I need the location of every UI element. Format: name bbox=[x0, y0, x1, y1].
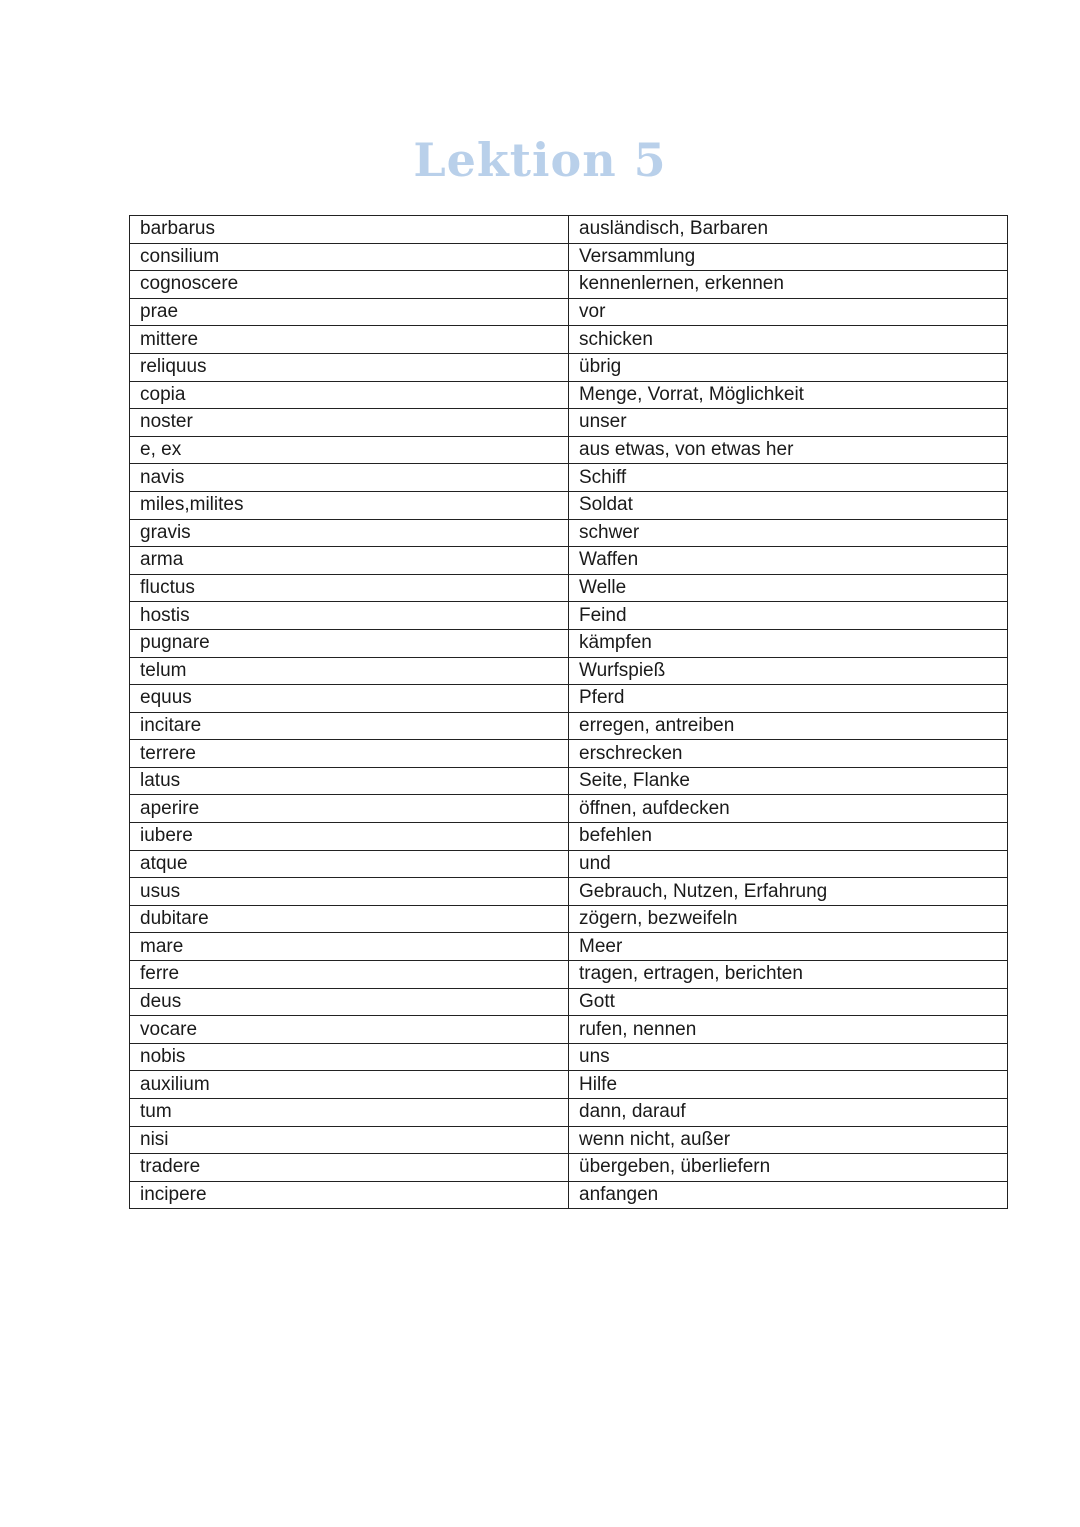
german-translation: aus etwas, von etwas her bbox=[569, 436, 1008, 464]
german-translation: kämpfen bbox=[569, 629, 1008, 657]
latin-word: ferre bbox=[130, 961, 569, 989]
german-translation: und bbox=[569, 850, 1008, 878]
latin-word: tradere bbox=[130, 1154, 569, 1182]
table-row bbox=[130, 905, 1008, 933]
latin-word: aperire bbox=[130, 795, 569, 823]
table-row bbox=[130, 271, 1008, 299]
table-row bbox=[130, 740, 1008, 768]
latin-word: nisi bbox=[130, 1126, 569, 1154]
latin-word: barbarus bbox=[130, 216, 569, 244]
german-translation: Seite, Flanke bbox=[569, 767, 1008, 795]
table-row bbox=[130, 353, 1008, 381]
german-translation: ausländisch, Barbaren bbox=[569, 216, 1008, 244]
latin-word: mittere bbox=[130, 326, 569, 354]
german-translation: schicken bbox=[569, 326, 1008, 354]
german-translation: öffnen, aufdecken bbox=[569, 795, 1008, 823]
table-row bbox=[130, 1099, 1008, 1127]
german-translation: übrig bbox=[569, 353, 1008, 381]
latin-word: arma bbox=[130, 547, 569, 575]
vocabulary-table-body bbox=[130, 216, 1008, 1209]
table-row bbox=[130, 961, 1008, 989]
german-translation: Welle bbox=[569, 574, 1008, 602]
table-row bbox=[130, 574, 1008, 602]
table-row bbox=[130, 381, 1008, 409]
german-translation: Waffen bbox=[569, 547, 1008, 575]
latin-word: hostis bbox=[130, 602, 569, 630]
latin-word: miles,milites bbox=[130, 491, 569, 519]
latin-word: incitare bbox=[130, 712, 569, 740]
table-row bbox=[130, 602, 1008, 630]
table-row bbox=[130, 1181, 1008, 1209]
german-translation: schwer bbox=[569, 519, 1008, 547]
latin-word: auxilium bbox=[130, 1071, 569, 1099]
table-row bbox=[130, 795, 1008, 823]
german-translation: befehlen bbox=[569, 823, 1008, 851]
german-translation: zögern, bezweifeln bbox=[569, 905, 1008, 933]
table-row bbox=[130, 491, 1008, 519]
latin-word: telum bbox=[130, 657, 569, 685]
latin-word: prae bbox=[130, 298, 569, 326]
latin-word: usus bbox=[130, 878, 569, 906]
latin-word: fluctus bbox=[130, 574, 569, 602]
german-translation: erregen, antreiben bbox=[569, 712, 1008, 740]
table-row bbox=[130, 850, 1008, 878]
table-row bbox=[130, 629, 1008, 657]
german-translation: Schiff bbox=[569, 464, 1008, 492]
german-translation: rufen, nennen bbox=[569, 1016, 1008, 1044]
table-row bbox=[130, 767, 1008, 795]
latin-word: pugnare bbox=[130, 629, 569, 657]
german-translation: dann, darauf bbox=[569, 1099, 1008, 1127]
latin-word: navis bbox=[130, 464, 569, 492]
table-row bbox=[130, 436, 1008, 464]
table-row bbox=[130, 933, 1008, 961]
german-translation: Feind bbox=[569, 602, 1008, 630]
table-row bbox=[130, 685, 1008, 713]
table-row bbox=[130, 298, 1008, 326]
german-translation: Menge, Vorrat, Möglichkeit bbox=[569, 381, 1008, 409]
german-translation: tragen, ertragen, berichten bbox=[569, 961, 1008, 989]
latin-word: noster bbox=[130, 409, 569, 437]
german-translation: kennenlernen, erkennen bbox=[569, 271, 1008, 299]
german-translation: Pferd bbox=[569, 685, 1008, 713]
latin-word: deus bbox=[130, 988, 569, 1016]
latin-word: tum bbox=[130, 1099, 569, 1127]
german-translation: vor bbox=[569, 298, 1008, 326]
latin-word: gravis bbox=[130, 519, 569, 547]
table-row bbox=[130, 657, 1008, 685]
german-translation: Meer bbox=[569, 933, 1008, 961]
table-row bbox=[130, 216, 1008, 244]
german-translation: Hilfe bbox=[569, 1071, 1008, 1099]
latin-word: iubere bbox=[130, 823, 569, 851]
latin-word: incipere bbox=[130, 1181, 569, 1209]
table-row bbox=[130, 1126, 1008, 1154]
table-row bbox=[130, 823, 1008, 851]
vocabulary-table bbox=[129, 215, 1008, 1209]
latin-word: consilium bbox=[130, 243, 569, 271]
latin-word: cognoscere bbox=[130, 271, 569, 299]
german-translation: Soldat bbox=[569, 491, 1008, 519]
latin-word: reliquus bbox=[130, 353, 569, 381]
latin-word: equus bbox=[130, 685, 569, 713]
table-row bbox=[130, 464, 1008, 492]
latin-word: mare bbox=[130, 933, 569, 961]
latin-word: terrere bbox=[130, 740, 569, 768]
german-translation: wenn nicht, außer bbox=[569, 1126, 1008, 1154]
table-row bbox=[130, 326, 1008, 354]
page-title: Lektion 5 bbox=[413, 133, 667, 187]
table-row bbox=[130, 1016, 1008, 1044]
german-translation: Versammlung bbox=[569, 243, 1008, 271]
latin-word: dubitare bbox=[130, 905, 569, 933]
table-row bbox=[130, 1043, 1008, 1071]
german-translation: Wurfspieß bbox=[569, 657, 1008, 685]
table-row bbox=[130, 243, 1008, 271]
german-translation: anfangen bbox=[569, 1181, 1008, 1209]
table-row bbox=[130, 988, 1008, 1016]
latin-word: e, ex bbox=[130, 436, 569, 464]
table-row bbox=[130, 1071, 1008, 1099]
latin-word: nobis bbox=[130, 1043, 569, 1071]
table-row bbox=[130, 712, 1008, 740]
german-translation: erschrecken bbox=[569, 740, 1008, 768]
table-row bbox=[130, 1154, 1008, 1182]
german-translation: Gebrauch, Nutzen, Erfahrung bbox=[569, 878, 1008, 906]
latin-word: vocare bbox=[130, 1016, 569, 1044]
german-translation: uns bbox=[569, 1043, 1008, 1071]
table-row bbox=[130, 409, 1008, 437]
german-translation: übergeben, überliefern bbox=[569, 1154, 1008, 1182]
table-row bbox=[130, 547, 1008, 575]
latin-word: copia bbox=[130, 381, 569, 409]
table-row bbox=[130, 519, 1008, 547]
table-row bbox=[130, 878, 1008, 906]
latin-word: atque bbox=[130, 850, 569, 878]
latin-word: latus bbox=[130, 767, 569, 795]
german-translation: Gott bbox=[569, 988, 1008, 1016]
german-translation: unser bbox=[569, 409, 1008, 437]
